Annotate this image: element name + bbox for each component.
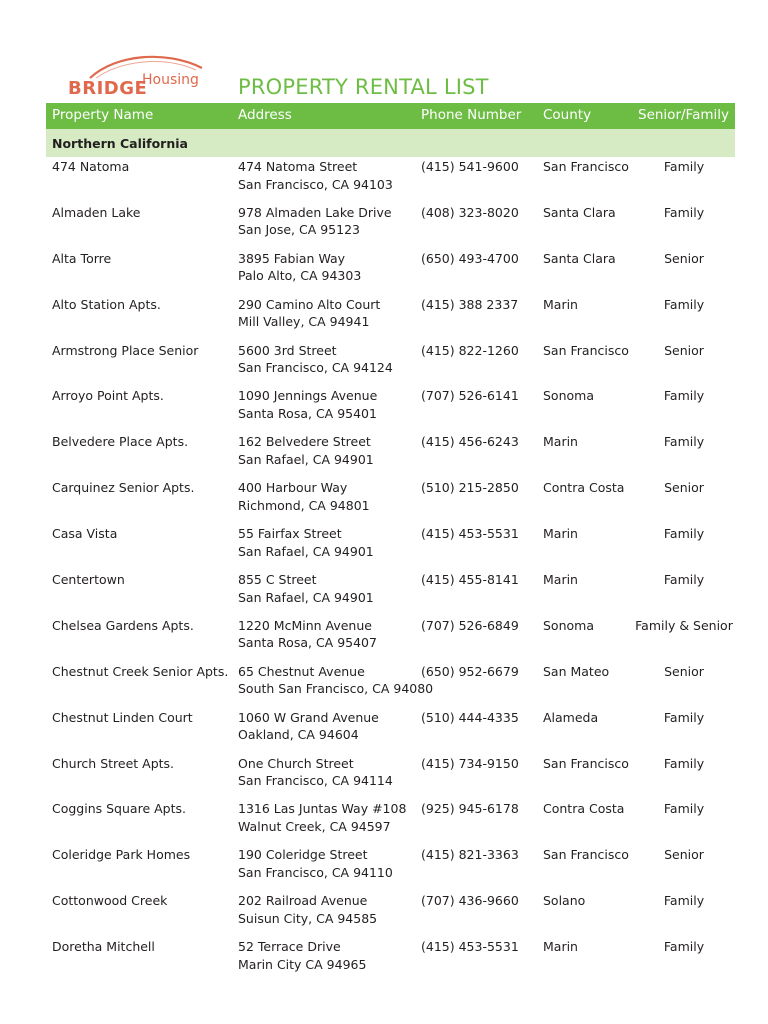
address-line-1: 978 Almaden Lake Drive [238,204,392,220]
property-name: Belvedere Place Apts. [52,434,189,450]
address-line-2: San Francisco, CA 94110 [238,864,393,880]
document-title: PROPERTY RENTAL LIST [238,75,489,99]
address-line-2: Palo Alto, CA 94303 [238,268,362,284]
property-county: San Francisco [543,342,629,358]
table-row [0,617,768,663]
address-line-2: San Francisco, CA 94114 [238,773,393,789]
property-phone: (415) 455-8141 [421,572,519,588]
property-county: Alameda [543,709,599,725]
table-row [0,846,768,892]
address-line-1: 1316 Las Juntas Way #108 [238,801,407,817]
property-phone: (415) 822-1260 [421,342,519,358]
property-type: Family [663,204,705,220]
property-address [238,709,379,744]
property-phone: (415) 456-6243 [421,434,519,450]
address-line-2: Santa Rosa, CA 95401 [238,405,377,421]
table-row [0,433,768,479]
property-type: Family [663,801,705,817]
property-address [238,296,380,331]
address-line-2: San Jose, CA 95123 [238,222,360,238]
property-type: Family [663,755,705,771]
property-county: Santa Clara [543,250,616,266]
header-county: County [543,107,592,123]
property-type: Senior [664,663,704,679]
property-name: Chelsea Gardens Apts. [52,617,194,633]
property-phone: (650) 493-4700 [421,250,519,266]
property-type: Family [663,434,705,450]
address-line-2: Walnut Creek, CA 94597 [238,818,391,834]
property-county: Sonoma [543,617,594,633]
property-name: Alta Torre [52,250,112,266]
address-line-2: South San Francisco, CA 94080 [238,681,434,697]
address-line-2: Mill Valley, CA 94941 [238,314,370,330]
table-row [0,479,768,525]
property-county: Marin [543,939,578,955]
address-line-2: Suisun City, CA 94585 [238,910,378,926]
address-line-1: 162 Belvedere Street [238,434,371,450]
property-name: Doretha Mitchell [52,939,155,955]
address-line-2: San Francisco, CA 94124 [238,360,393,376]
address-line-1: 400 Harbour Way [238,480,348,496]
bridge-housing-logo [68,52,208,102]
address-line-1: 5600 3rd Street [238,342,337,358]
property-name: 474 Natoma [52,159,130,174]
property-phone: (415) 734-9150 [421,755,519,771]
property-name: Casa Vista [52,526,118,542]
address-line-1: 1060 W Grand Avenue [238,709,379,725]
property-name: Arroyo Point Apts. [52,388,164,404]
property-address [238,342,393,377]
property-phone: (415) 388 2337 [421,296,519,312]
table-row [0,525,768,571]
property-name: Chestnut Linden Court [52,709,193,725]
property-type: Family [663,939,705,955]
property-phone: (707) 526-6849 [421,617,519,633]
property-name: Alto Station Apts. [52,296,161,312]
address-line-2: San Rafael, CA 94901 [238,543,374,559]
property-county: Marin [543,296,578,312]
property-address [238,571,374,606]
property-address [238,892,377,927]
property-phone: (510) 444-4335 [421,709,519,725]
table-row [0,204,768,250]
property-type: Family [663,709,705,725]
table-row [0,158,768,204]
address-line-2: Santa Rosa, CA 95407 [238,635,377,651]
region-label: Northern California [52,136,188,151]
property-county: Marin [543,526,578,542]
property-phone: (415) 453-5531 [421,526,519,542]
property-county: Contra Costa [543,480,625,496]
address-line-2: Marin City CA 94965 [238,956,367,972]
header-property-name: Property Name [52,107,154,123]
address-line-1: 1220 McMinn Avenue [238,617,372,633]
property-address [238,204,392,239]
table-row [0,800,768,846]
property-county: San Francisco [543,159,629,174]
property-type: Family [663,388,705,404]
table-row [0,663,768,709]
address-line-1: 52 Terrace Drive [238,939,341,955]
table-row [0,892,768,938]
property-type: Family [663,296,705,312]
property-name: Almaden Lake [52,204,141,220]
address-line-1: One Church Street [238,755,354,771]
property-name: Cottonwood Creek [52,893,168,909]
property-name: Coleridge Park Homes [52,847,191,863]
property-county: Marin [543,434,578,450]
property-list [0,158,768,984]
property-name: Coggins Square Apts. [52,801,186,817]
address-line-2: San Francisco, CA 94103 [238,176,393,192]
property-county: Santa Clara [543,204,616,220]
address-line-1: 65 Chestnut Avenue [238,663,365,679]
address-line-2: San Rafael, CA 94901 [238,451,374,467]
property-name: Carquinez Senior Apts. [52,480,195,496]
property-county: San Francisco [543,755,629,771]
property-name: Armstrong Place Senior [52,342,199,358]
property-phone: (925) 945-6178 [421,801,519,817]
table-row [0,938,768,984]
property-type: Family [663,159,705,174]
header-senior-family: Senior/Family [638,107,729,123]
address-line-1: 855 C Street [238,572,317,588]
address-line-1: 474 Natoma Street [238,159,358,174]
table-row [0,250,768,296]
property-phone: (415) 453-5531 [421,939,519,955]
property-phone: (707) 436-9660 [421,893,519,909]
address-line-1: 190 Coleridge Street [238,847,368,863]
property-county: Solano [543,893,586,909]
table-row [0,387,768,433]
address-line-2: San Rafael, CA 94901 [238,589,374,605]
property-address [238,846,393,881]
property-type: Family [663,893,705,909]
property-name: Chestnut Creek Senior Apts. [52,663,229,679]
address-line-1: 55 Fairfax Street [238,526,342,542]
table-row [0,755,768,801]
property-county: San Francisco [543,847,629,863]
property-phone: (408) 323-8020 [421,204,519,220]
header-phone-number: Phone Number [421,107,522,123]
property-address [238,387,377,422]
property-address [238,755,393,790]
property-phone: (415) 821-3363 [421,847,519,863]
logo-brand-text: BRIDGE [68,78,148,99]
address-line-1: 1090 Jennings Avenue [238,388,378,404]
property-type: Family & Senior [635,617,733,633]
property-type: Senior [664,480,704,496]
property-name: Centertown [52,572,125,588]
address-line-1: 202 Railroad Avenue [238,893,368,909]
property-phone: (650) 952-6679 [421,663,519,679]
property-address [238,525,374,560]
table-row [0,296,768,342]
property-county: Contra Costa [543,801,625,817]
property-phone: (510) 215-2850 [421,480,519,496]
region-heading [46,129,735,157]
property-type: Senior [664,342,704,358]
property-name: Church Street Apts. [52,755,175,771]
property-county: San Mateo [543,663,610,679]
table-row [0,709,768,755]
property-type: Family [663,572,705,588]
property-type: Family [663,526,705,542]
property-address [238,433,374,468]
address-line-2: Richmond, CA 94801 [238,497,370,513]
table-header [46,103,735,129]
property-address [238,938,366,973]
property-type: Senior [664,847,704,863]
property-type: Senior [664,250,704,266]
property-phone: (707) 526-6141 [421,388,519,404]
address-line-2: Oakland, CA 94604 [238,727,359,743]
property-county: Marin [543,572,578,588]
property-address [238,800,406,835]
property-address [238,479,370,514]
property-county: Sonoma [543,388,594,404]
property-address [238,617,377,652]
property-phone: (415) 541-9600 [421,159,519,174]
table-row [0,571,768,617]
property-address [238,158,393,193]
property-address [238,663,433,698]
logo-sub-text: Housing [142,72,199,88]
table-row [0,342,768,388]
header-address: Address [238,107,292,123]
address-line-1: 290 Camino Alto Court [238,296,381,312]
property-address [238,250,361,285]
address-line-1: 3895 Fabian Way [238,250,346,266]
